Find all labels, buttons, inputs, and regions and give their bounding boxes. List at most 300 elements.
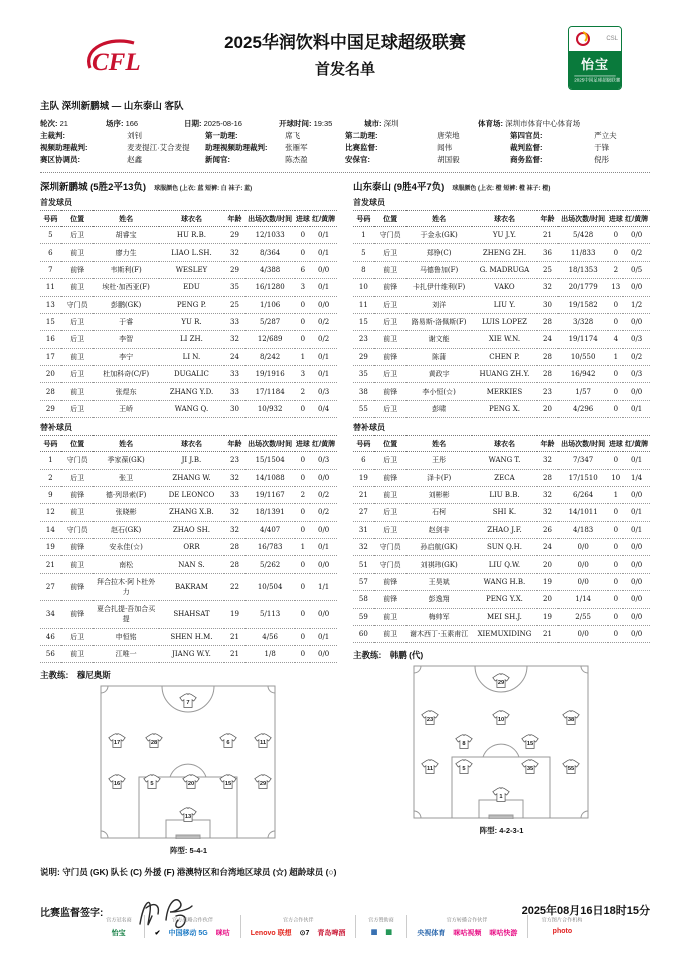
info-label: 场序: bbox=[106, 119, 124, 128]
home-coach-name: 穆尼奥斯 bbox=[76, 670, 111, 681]
cell-goals: 6 bbox=[295, 261, 310, 278]
cell-age: 20 bbox=[537, 400, 558, 417]
cell-position: 前卫 bbox=[61, 645, 94, 662]
info-pair bbox=[510, 142, 609, 154]
cell-goals: 0 bbox=[295, 628, 310, 645]
lenovo-logo: Lenovo 联想 bbox=[250, 930, 292, 937]
sponsor-group bbox=[527, 915, 596, 938]
cell-cards: 0/1 bbox=[310, 279, 337, 296]
cell-goals: 0 bbox=[295, 573, 310, 600]
player-row bbox=[353, 400, 650, 417]
cell-cards: 0/1 bbox=[623, 521, 650, 538]
cell-apps-minutes: 18/1391 bbox=[245, 504, 295, 521]
jersey-icon bbox=[145, 733, 163, 749]
cell-name: 杜加科奇(C/F) bbox=[93, 366, 158, 383]
cell-cards: 0/5 bbox=[623, 261, 650, 278]
cell-position: 守门员 bbox=[374, 539, 407, 556]
cell-name: 张晓彬 bbox=[93, 504, 158, 521]
jersey-icon bbox=[182, 774, 200, 790]
info-pair bbox=[40, 142, 205, 154]
cell-name: 申恒铭 bbox=[93, 628, 158, 645]
player-row bbox=[40, 227, 337, 244]
cell-position: 后卫 bbox=[374, 366, 407, 383]
cell-name: 刘洋 bbox=[406, 296, 471, 313]
cell-apps-minutes: 20/1779 bbox=[558, 279, 608, 296]
legend-note: 说明: 守门员 (GK) 队长 (C) 外援 (F) 港澳特区和台湾地区球员 (☆) 超龄球员 (○) bbox=[40, 867, 337, 878]
player-row bbox=[353, 469, 650, 486]
cell-apps-minutes: 8/242 bbox=[245, 348, 295, 365]
cell-cards: 0/2 bbox=[310, 486, 337, 503]
cell-apps-minutes: 11/833 bbox=[558, 244, 608, 261]
sponsor-group bbox=[406, 915, 527, 938]
cell-cards: 0/1 bbox=[310, 244, 337, 261]
cell-age: 24 bbox=[537, 539, 558, 556]
column-header: 球衣名 bbox=[159, 436, 224, 452]
cell-name: 彭啸 bbox=[406, 400, 471, 417]
cell-position: 前锋 bbox=[374, 348, 407, 365]
cell-cards: 0/1 bbox=[310, 628, 337, 645]
info-value: 陈杰盈 bbox=[283, 155, 308, 164]
cell-goals: 0 bbox=[608, 556, 623, 573]
cell-jersey-name: VAKO bbox=[472, 279, 537, 296]
cell-number: 21 bbox=[353, 486, 374, 503]
home-subs-table bbox=[40, 435, 337, 663]
away-coach-name: 韩鹏 (代) bbox=[389, 650, 424, 661]
cell-position: 守门员 bbox=[61, 452, 94, 469]
info-label: 视频助理裁判: bbox=[40, 143, 88, 152]
info-label: 赛区协调员: bbox=[40, 155, 80, 164]
cell-age: 28 bbox=[537, 366, 558, 383]
cell-position: 前卫 bbox=[61, 348, 94, 365]
column-header: 红/黄牌 bbox=[623, 211, 650, 227]
player-row bbox=[353, 366, 650, 383]
cell-age: 36 bbox=[537, 244, 558, 261]
svg-text:5: 5 bbox=[150, 781, 154, 788]
cell-goals: 2 bbox=[295, 486, 310, 503]
cell-apps-minutes: 0/0 bbox=[558, 573, 608, 590]
info-value: 唐荣地 bbox=[435, 131, 460, 140]
svg-text:17: 17 bbox=[113, 739, 121, 746]
player-row bbox=[40, 504, 337, 521]
info-pair bbox=[345, 130, 510, 142]
cell-number: 6 bbox=[353, 452, 374, 469]
badge-body bbox=[569, 51, 621, 89]
jersey-icon bbox=[219, 774, 237, 790]
sponsor-logos-row bbox=[417, 928, 517, 938]
cell-cards: 0/0 bbox=[310, 556, 337, 573]
cell-number: 29 bbox=[40, 400, 61, 417]
cell-apps-minutes: 0/0 bbox=[558, 625, 608, 642]
sponsor-logos-row bbox=[538, 928, 586, 935]
column-header: 年龄 bbox=[537, 436, 558, 452]
migu-video-logo: 咪咕视频 bbox=[453, 930, 482, 937]
cell-jersey-name: ORR bbox=[159, 539, 224, 556]
cell-cards: 0/0 bbox=[310, 261, 337, 278]
player-row bbox=[40, 628, 337, 645]
cell-position: 后卫 bbox=[374, 400, 407, 417]
sponsor-group-label: 官方合作伙伴 bbox=[282, 918, 314, 924]
cell-position: 前锋 bbox=[374, 469, 407, 486]
cell-name: 谢木西丁·玉素甫江 bbox=[406, 625, 471, 642]
signature-datetime: 2025年08月16日18时15分 bbox=[521, 905, 650, 918]
cell-age: 20 bbox=[537, 591, 558, 608]
cell-jersey-name: SUN Q.H. bbox=[472, 539, 537, 556]
cell-cards: 0/1 bbox=[310, 227, 337, 244]
cell-name: 廖力生 bbox=[93, 244, 158, 261]
cell-age: 21 bbox=[537, 625, 558, 642]
cell-goals: 0 bbox=[608, 296, 623, 313]
away-kit-colors: 球服颜色 (上衣: 橙 短裤: 橙 袜子: 橙) bbox=[452, 186, 551, 192]
player-row bbox=[353, 486, 650, 503]
sponsor-logos-row bbox=[366, 928, 396, 936]
cell-age: 21 bbox=[224, 645, 245, 662]
away-coach-label: 主教练: bbox=[353, 650, 382, 661]
cell-goals: 0 bbox=[295, 400, 310, 417]
cell-number: 27 bbox=[40, 573, 61, 600]
column-header: 年龄 bbox=[537, 211, 558, 227]
cell-cards: 0/0 bbox=[623, 556, 650, 573]
svg-text:15: 15 bbox=[224, 781, 232, 788]
info-pair bbox=[345, 154, 510, 166]
info-row-coordinators bbox=[40, 154, 650, 166]
svg-text:11: 11 bbox=[260, 739, 267, 746]
osports-photo-logo: photo bbox=[552, 928, 573, 935]
player-row bbox=[40, 469, 337, 486]
cell-jersey-name: PENG P. bbox=[159, 296, 224, 313]
away-starters-table bbox=[353, 210, 650, 418]
cell-name: 马德鲁加(F) bbox=[406, 261, 471, 278]
cell-jersey-name: BAKRAM bbox=[159, 573, 224, 600]
cell-cards: 0/3 bbox=[623, 366, 650, 383]
cell-number: 57 bbox=[353, 573, 374, 590]
cell-name: 安永佳(☆) bbox=[93, 539, 158, 556]
cell-jersey-name: LUIS LOPEZ bbox=[472, 313, 537, 330]
cell-jersey-name: LIU Q.W. bbox=[472, 556, 537, 573]
cell-goals: 0 bbox=[295, 556, 310, 573]
cell-position: 前卫 bbox=[61, 383, 94, 400]
cell-position: 后卫 bbox=[374, 521, 407, 538]
cell-cards: 0/2 bbox=[623, 348, 650, 365]
info-pair bbox=[345, 142, 510, 154]
cell-name: 江唯一 bbox=[93, 645, 158, 662]
cell-cards: 0/0 bbox=[623, 383, 650, 400]
player-row bbox=[353, 383, 650, 400]
home-kit-colors: 球服颜色 (上衣: 蓝 短裤: 白 袜子: 蓝) bbox=[154, 186, 253, 192]
info-label: 日期: bbox=[184, 119, 202, 128]
cell-name: 王峤 bbox=[93, 400, 158, 417]
jersey-icon bbox=[179, 693, 197, 709]
cell-cards: 1/2 bbox=[623, 296, 650, 313]
info-value: 席飞 bbox=[283, 131, 301, 140]
info-pair bbox=[205, 154, 345, 166]
cell-name: 胡睿宝 bbox=[93, 227, 158, 244]
column-header: 号码 bbox=[353, 211, 374, 227]
cestbon-logo: 怡宝 bbox=[111, 930, 126, 937]
info-value: 闻伟 bbox=[435, 143, 453, 152]
column-header: 红/黄牌 bbox=[310, 211, 337, 227]
cell-cards: 0/1 bbox=[623, 400, 650, 417]
cell-age: 22 bbox=[224, 573, 245, 600]
sponsor-group bbox=[355, 915, 406, 938]
info-value: 于锋 bbox=[592, 143, 610, 152]
cell-number: 13 bbox=[40, 296, 61, 313]
sponsor-logos-row bbox=[104, 928, 134, 938]
column-header: 姓名 bbox=[406, 211, 471, 227]
cell-number: 10 bbox=[353, 279, 374, 296]
cell-number: 6 bbox=[40, 244, 61, 261]
cell-goals: 0 bbox=[608, 591, 623, 608]
player-row bbox=[353, 591, 650, 608]
home-subs-label: 替补球员 bbox=[40, 423, 72, 433]
info-pair bbox=[279, 118, 364, 130]
cell-number: 27 bbox=[353, 504, 374, 521]
player-row bbox=[40, 539, 337, 556]
cell-apps-minutes: 1/57 bbox=[558, 383, 608, 400]
sponsor-group-label: 官方图片合作机构 bbox=[541, 918, 583, 924]
column-header: 位置 bbox=[61, 211, 94, 227]
player-row bbox=[353, 279, 650, 296]
jersey-icon bbox=[421, 710, 439, 726]
column-header: 姓名 bbox=[93, 211, 158, 227]
cell-age: 24 bbox=[224, 348, 245, 365]
column-header: 出场次数/时间 bbox=[558, 436, 608, 452]
cell-apps-minutes: 1/14 bbox=[558, 591, 608, 608]
cell-cards: 0/0 bbox=[310, 469, 337, 486]
cell-age: 29 bbox=[224, 227, 245, 244]
cell-apps-minutes: 1/8 bbox=[245, 645, 295, 662]
cell-goals: 1 bbox=[608, 486, 623, 503]
cell-position: 后卫 bbox=[374, 296, 407, 313]
cell-name: 梅帅军 bbox=[406, 608, 471, 625]
away-team-name: 山东泰山 (9胜4平7负) bbox=[353, 182, 445, 193]
home-formation-value: 5-4-1 bbox=[189, 846, 208, 856]
cell-age: 28 bbox=[224, 556, 245, 573]
cell-apps-minutes: 16/1280 bbox=[245, 279, 295, 296]
info-label: 开球时间: bbox=[279, 119, 312, 128]
cell-apps-minutes: 0/0 bbox=[558, 556, 608, 573]
cell-name: 石柯 bbox=[406, 504, 471, 521]
flame-icon bbox=[573, 29, 593, 49]
svg-text:6: 6 bbox=[226, 739, 230, 746]
cell-number: 31 bbox=[353, 521, 374, 538]
cell-name: 郑铮(C) bbox=[406, 244, 471, 261]
cell-apps-minutes: 5/287 bbox=[245, 313, 295, 330]
cell-position: 前卫 bbox=[374, 608, 407, 625]
column-header: 进球 bbox=[608, 436, 623, 452]
cell-name: 路易斯-洛佩斯(F) bbox=[406, 313, 471, 330]
player-row bbox=[40, 400, 337, 417]
cell-goals: 0 bbox=[608, 313, 623, 330]
cell-jersey-name: SHEN H.M. bbox=[159, 628, 224, 645]
cell-apps-minutes: 19/1582 bbox=[558, 296, 608, 313]
cell-apps-minutes: 17/1184 bbox=[245, 383, 295, 400]
player-row bbox=[353, 625, 650, 642]
player-row bbox=[40, 645, 337, 662]
cell-number: 23 bbox=[353, 331, 374, 348]
teams-container bbox=[40, 179, 650, 856]
cell-number: 11 bbox=[353, 296, 374, 313]
cell-age: 33 bbox=[224, 486, 245, 503]
jersey-icon bbox=[492, 673, 510, 689]
cell-jersey-name: MEI SH.J. bbox=[472, 608, 537, 625]
info-value: 赵鑫 bbox=[125, 155, 143, 164]
away-starters-label: 首发球员 bbox=[353, 198, 385, 207]
cell-cards: 0/2 bbox=[623, 244, 650, 261]
home-team-name: 深圳新鹏城 (5胜2平13负) bbox=[40, 182, 147, 193]
column-header: 姓名 bbox=[406, 436, 471, 452]
cell-number: 5 bbox=[353, 244, 374, 261]
info-row-referees bbox=[40, 130, 650, 142]
cell-goals: 0 bbox=[608, 227, 623, 244]
column-header: 球衣名 bbox=[472, 211, 537, 227]
sponsor-logos-row bbox=[251, 928, 346, 938]
cell-cards: 0/2 bbox=[310, 331, 337, 348]
column-header: 进球 bbox=[608, 211, 623, 227]
cell-position: 前锋 bbox=[374, 383, 407, 400]
sponsor-strip bbox=[0, 915, 690, 938]
player-row bbox=[353, 348, 650, 365]
cell-position: 后卫 bbox=[61, 400, 94, 417]
cell-goals: 0 bbox=[295, 227, 310, 244]
cell-jersey-name: XIE W.N. bbox=[472, 331, 537, 348]
player-row bbox=[40, 348, 337, 365]
info-pair bbox=[510, 130, 617, 142]
cell-apps-minutes: 2/55 bbox=[558, 608, 608, 625]
cell-number: 14 bbox=[40, 521, 61, 538]
jersey-icon bbox=[254, 733, 272, 749]
column-header: 位置 bbox=[374, 211, 407, 227]
jersey-icon bbox=[143, 774, 161, 790]
svg-text:23: 23 bbox=[426, 716, 434, 723]
cell-goals: 0 bbox=[608, 573, 623, 590]
cell-cards: 0/0 bbox=[623, 486, 650, 503]
cell-goals: 0 bbox=[295, 469, 310, 486]
info-value: 麦麦提江·艾合麦提 bbox=[125, 143, 190, 152]
cell-name: 孙启航(GK) bbox=[406, 539, 471, 556]
svg-text:CFL: CFL bbox=[92, 49, 141, 76]
jersey-icon bbox=[562, 710, 580, 726]
cell-age: 32 bbox=[224, 504, 245, 521]
player-row bbox=[353, 521, 650, 538]
cell-jersey-name: HUANG ZH.Y. bbox=[472, 366, 537, 383]
column-header: 号码 bbox=[40, 436, 61, 452]
column-header: 号码 bbox=[40, 211, 61, 227]
cell-goals: 1 bbox=[295, 539, 310, 556]
player-row bbox=[40, 556, 337, 573]
sponsor-group bbox=[144, 915, 240, 938]
cell-goals: 0 bbox=[608, 383, 623, 400]
cell-position: 前锋 bbox=[61, 539, 94, 556]
cell-goals: 0 bbox=[608, 521, 623, 538]
info-label: 裁判监督: bbox=[510, 143, 543, 152]
cell-position: 守门员 bbox=[374, 556, 407, 573]
cell-number: 19 bbox=[40, 539, 61, 556]
sponsor-group bbox=[94, 915, 144, 938]
cell-jersey-name: ZHANG W. bbox=[159, 469, 224, 486]
cell-number: 21 bbox=[40, 556, 61, 573]
cell-apps-minutes: 14/1011 bbox=[558, 504, 608, 521]
cell-position: 前锋 bbox=[61, 486, 94, 503]
cell-apps-minutes: 18/1353 bbox=[558, 261, 608, 278]
cell-jersey-name: LIAO L.SH. bbox=[159, 244, 224, 261]
header bbox=[0, 0, 690, 96]
cell-jersey-name: YU J.Y. bbox=[472, 227, 537, 244]
cell-cards: 0/0 bbox=[310, 601, 337, 628]
info-value: 张雁军 bbox=[283, 143, 308, 152]
cell-number: 15 bbox=[353, 313, 374, 330]
cell-apps-minutes: 12/1033 bbox=[245, 227, 295, 244]
info-label: 第一助理: bbox=[205, 131, 238, 140]
cell-age: 30 bbox=[224, 400, 245, 417]
cell-goals: 1 bbox=[295, 348, 310, 365]
cell-position: 前卫 bbox=[61, 556, 94, 573]
column-header: 出场次数/时间 bbox=[558, 211, 608, 227]
cell-name: 夏合扎提·吾加合买提 bbox=[93, 601, 158, 628]
cell-goals: 0 bbox=[295, 504, 310, 521]
cell-cards: 0/1 bbox=[623, 452, 650, 469]
cell-jersey-name: SHI K. bbox=[472, 504, 537, 521]
jersey-icon bbox=[219, 733, 237, 749]
player-row bbox=[40, 601, 337, 628]
svg-text:10: 10 bbox=[497, 716, 504, 723]
cell-cards: 0/4 bbox=[310, 400, 337, 417]
info-row-var-officials bbox=[40, 142, 650, 154]
cell-number: 32 bbox=[353, 539, 374, 556]
cell-apps-minutes: 4/296 bbox=[558, 400, 608, 417]
cell-apps-minutes: 6/264 bbox=[558, 486, 608, 503]
cell-number: 2 bbox=[40, 469, 61, 486]
player-row bbox=[353, 556, 650, 573]
cell-number: 46 bbox=[40, 628, 61, 645]
player-row bbox=[40, 366, 337, 383]
cell-age: 29 bbox=[224, 261, 245, 278]
cell-cards: 0/0 bbox=[310, 645, 337, 662]
cell-goals: 0 bbox=[608, 608, 623, 625]
cell-goals: 3 bbox=[295, 279, 310, 296]
cell-goals: 0 bbox=[608, 504, 623, 521]
cell-number: 38 bbox=[353, 383, 374, 400]
player-row bbox=[40, 573, 337, 600]
svg-text:28: 28 bbox=[150, 739, 158, 746]
cell-jersey-name: WESLEY bbox=[159, 261, 224, 278]
svg-text:16: 16 bbox=[113, 781, 121, 788]
cell-name: 卡扎伊什维利(F) bbox=[406, 279, 471, 296]
cell-number: 5 bbox=[40, 227, 61, 244]
cell-position: 守门员 bbox=[61, 296, 94, 313]
jersey-icon bbox=[254, 774, 272, 790]
info-value: 2025-08-16 bbox=[201, 119, 242, 128]
cell-age: 33 bbox=[224, 383, 245, 400]
info-label: 助理视频助理裁判: bbox=[205, 143, 268, 152]
migu-logo: 咪咕 bbox=[215, 930, 230, 937]
player-row bbox=[353, 504, 650, 521]
cell-jersey-name: PENG Y.X. bbox=[472, 591, 537, 608]
cell-cards: 0/0 bbox=[310, 521, 337, 538]
cell-position: 后卫 bbox=[61, 628, 94, 645]
info-label: 主裁判: bbox=[40, 131, 65, 140]
info-pair bbox=[106, 118, 184, 130]
info-value: 21 bbox=[57, 119, 68, 128]
cell-number: 15 bbox=[40, 313, 61, 330]
cell-position: 后卫 bbox=[374, 244, 407, 261]
cell-age: 33 bbox=[224, 366, 245, 383]
player-row bbox=[353, 296, 650, 313]
home-starters-label: 首发球员 bbox=[40, 198, 72, 207]
cell-name: 张卫 bbox=[93, 469, 158, 486]
cell-goals: 4 bbox=[608, 331, 623, 348]
info-value: 19:35 bbox=[311, 119, 333, 128]
cell-cards: 0/3 bbox=[623, 331, 650, 348]
